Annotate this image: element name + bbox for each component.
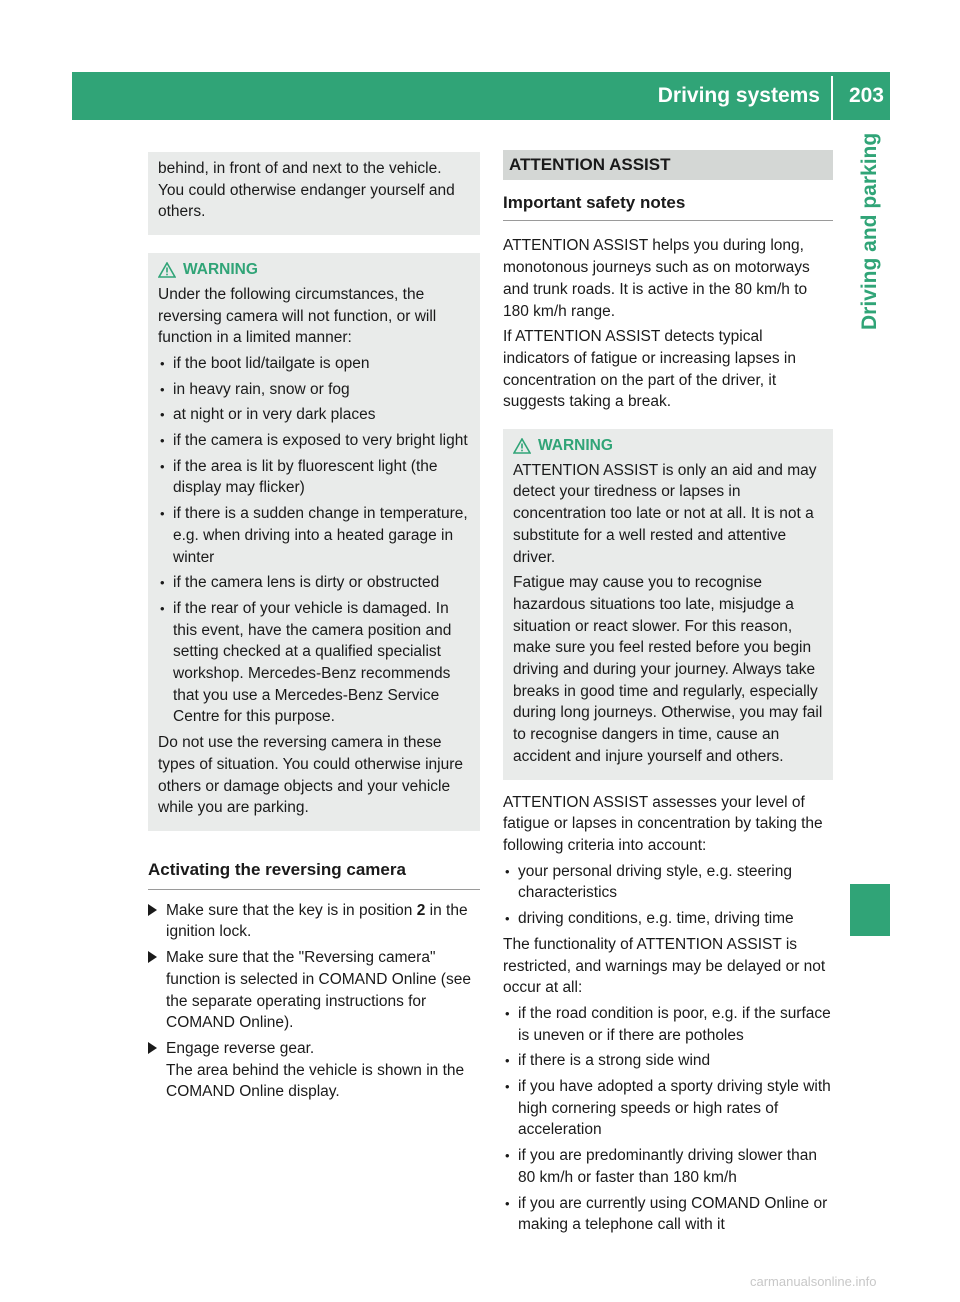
section-title: Driving systems [657,84,820,107]
list-item: • at night or in very dark places [160,406,376,424]
list-item: • if the boot lid/tailgate is open [160,354,370,372]
list-item: • if the camera lens is dirty or obstructed [160,574,440,592]
attention-assist-heading: ATTENTION ASSIST [503,150,833,180]
list-item: • if the camera is exposed to very bright light [160,432,468,450]
restriction-intro: The functionality of ATTENTION ASSIST is restricted, and warnings may be delayed or not occur at all: [503,935,826,997]
list-item: • if the rear of your vehicle is damaged. In this event, have the camera position and setting checked at a qualified specialist workshop. Mercedes-Benz recommends that you use a Mercedes-Benz Service Centre for this purpose. [160,599,452,726]
step-result: The area behind the vehicle is shown in the COMAND Online display. [166,1061,465,1101]
warning-label: WARNING [538,437,613,455]
header-divider [831,76,833,120]
continued-warning-box [148,152,480,235]
header-bar [72,72,890,120]
step-arrow-icon [148,904,157,916]
detection-paragraph: If ATTENTION ASSIST detects typical indicators of fatigue or increasing lapses in concentration on the part of the driver, it suggests taking a break. [503,328,796,411]
warning-list [158,353,470,728]
warning-text-2: Fatigue may cause you to recognise hazardous situations too late, misjudge a situation or react slower. For this reason, make sure you feel rested before you begin driving and during your journey. Always take breaks in good time and regularly, especially during long journeys. Otherwise, you may fail to recognise dangers in time, cause an accident and injure yourself and others. [513,574,823,765]
chapter-side-tab [850,120,890,1230]
activation-steps [148,900,480,1103]
warning-heading [513,435,823,457]
warning-box-attention [503,429,833,780]
list-item: • driving conditions, e.g. time, driving time [505,910,794,928]
key-position: 2 [416,901,426,919]
warning-triangle-icon [158,262,176,278]
right-column [503,150,833,1240]
warning-outro: Do not use the reversing camera in these types of situation. You could otherwise injure others or damage objects and your vehicle while you are parking. [158,734,464,817]
list-item: • if the area is lit by fluorescent light (the display may flicker) [160,457,438,497]
list-item: • if there is a sudden change in temperature, e.g. when driving into a heated garage in winter [160,505,468,566]
step-arrow-icon [148,1042,157,1054]
list-item: • if the road condition is poor, e.g. if the surface is uneven or if there are potholes [505,1004,831,1044]
warning-text-1: ATTENTION ASSIST is only an aid and may detect your tiredness or lapses in concentration too late or not at all. It is not a substitute for a well rested and attentive driver. [513,461,817,566]
warning-intro: Under the following circumstances, the reversing camera will not function, or will function in a limited manner: [158,285,437,347]
activating-heading: Activating the reversing camera [148,859,480,890]
list-item: • in heavy rain, snow or fog [160,380,350,398]
left-column [148,150,480,1107]
list-item: • if you have adopted a sporty driving style with high cornering speeds or high rates of acceleration [505,1078,831,1139]
list-item: • if there is a strong side wind [505,1052,711,1070]
list-item: • if you are predominantly driving slower than 80 km/h or faster than 180 km/h [505,1147,817,1186]
chapter-marker [850,884,890,936]
warning-label: WARNING [183,261,258,279]
warning-heading [158,259,470,281]
continued-text: behind, in front of and next to the vehicle. You could otherwise endanger yourself and others. [158,160,455,221]
criteria-intro: ATTENTION ASSIST assesses your level of fatigue or lapses in concentration by taking the following criteria into account: [503,793,823,854]
restriction-list [503,1003,833,1236]
step-arrow-icon [148,951,157,963]
warning-box-camera [148,253,480,831]
warning-triangle-icon [513,438,531,454]
list-item: • your personal driving style, e.g. steering characteristics [505,862,792,902]
intro-paragraph: ATTENTION ASSIST helps you during long, monotonous journeys such as on motorways and trunk roads. It is active in the 80 km/h to 180 km/h range. [503,237,810,320]
list-item: • if you are currently using COMAND Online or making a telephone call with it [505,1194,828,1234]
chapter-label: Driving and parking [858,132,881,330]
step-item: Make sure that the "Reversing camera" function is selected in COMAND Online (see the separate operating instructions for COMAND Online). [148,947,480,1034]
step-item: Make sure that the key is in position 2 in the ignition lock. [148,900,480,943]
page-number: 203 [848,84,884,107]
step-item: Engage reverse gear. The area behind the vehicle is shown in the COMAND Online display. [148,1038,480,1103]
safety-notes-heading: Important safety notes [503,192,833,222]
criteria-list [503,861,833,930]
watermark: carmanualsonline.info [750,1274,877,1289]
